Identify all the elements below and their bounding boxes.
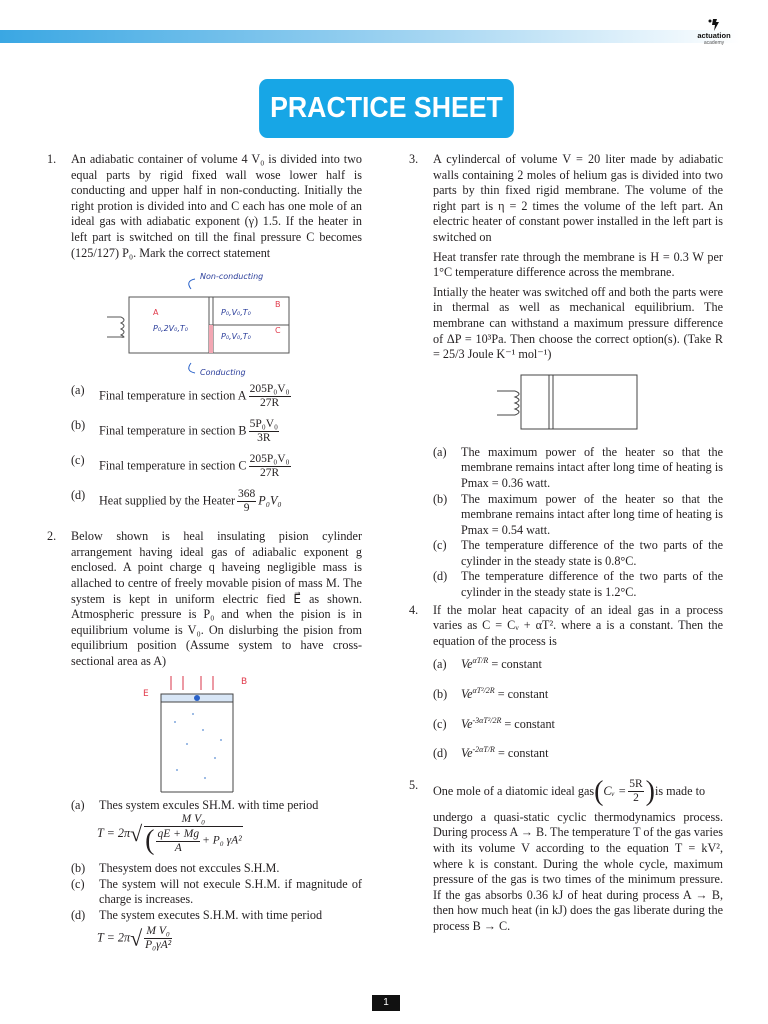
brand-logo <box>684 18 744 46</box>
question-2-text: Below shown is heal insulating pision cylinder arrangement having ideal gas of adiabalic exponent g enclosed. A point charge q haveing negligible mass is allached to centre of freely movable pision of mass M. The system is kept in uniform electric fied E⃗ as shown. Atmospheric pressure is P₀ and when the pision is in equilibrium volume is V₀. On dislurbing the pision from equilibrium position (Assume system to have cross-sectional area as A) <box>71 529 362 668</box>
question-3-text-3: Intially the heater was switched off and both the parts were in thermal as well as mechanical equilibrium. The membrane can withstand a maximum pressure difference of ΔP = 10³Pa. Then choose the correct option(s). (Take R = 25/3 Joule K⁻¹ mol⁻¹) <box>433 284 723 362</box>
question-1: 1. An adiabatic container of volume 4 V₀ is divided into two equal parts by rigid fixed wall wose lower half is conducting and upper half in non-conducting. Initially the right protion is divided into and C each has one mole of an ideal gas with adiabatic exponent (γ) 1.5. If the heater in left part is switched on till the final pressure C becomes (125/127) P₀. Mark the correct statement Non-conducting Conducting P₀,V₀,T₀ P₀,V₀,T₀ P₀,2V₀,T₀ A B C (a) Final temperature in section A $\frac{\text{205P₀V₀}}{27R}$ (b) Final temperature in section B $\frac{\text{5P₀V₀}}{3R}$ (c) Final temperature in section C $\frac{\text{205P₀V₀}}{27R}$ (d) Heat supplied by the Heater $\frac{368}{9}$ P₀V₀ <box>47 152 362 515</box>
svg-text:B: B <box>275 300 281 310</box>
svg-text:P₀,V₀,T₀: P₀,V₀,T₀ <box>221 308 251 318</box>
figure-q3-cylinder <box>493 371 643 435</box>
q4-option-a: (a) $Ve^{\alpha T/R}$ = constant <box>433 656 542 672</box>
q3-option-d: (d) The temperature difference of the two parts of the cylinder in the steady state is 1.2°C. <box>433 569 723 600</box>
question-3-text-2: Heat transfer rate through the membrane is H = 0.3 W per 1°C temperature difference across the membrane. <box>433 249 723 280</box>
figure-q1-container <box>103 267 303 379</box>
svg-text:B: B <box>241 676 248 687</box>
question-1-text: An adiabatic container of volume 4 V₀ is divided into two equal parts by rigid fixed wall wose lower half is conducting and upper half in non-conducting. Initially the right protion is divided into and C each has one mole of an ideal gas with adiabatic exponent (γ) 1.5. If the heater in left part is switched on till the final pressure C becomes (125/127) P₀. Mark the correct statement <box>71 152 362 260</box>
question-3-text: A cylindercal of volume V = 20 liter made by adiabatic walls containing 2 moles of helium gas is divided into two parts by thin fixed rigid membrane. The volume of the right part is η = 2 times the volume of the left part. An electric heater of constant power installed in the left part is switched on <box>433 152 723 244</box>
q3-option-c: (c) The temperature difference of the two parts of the cylinder in the steady state is 0.8°C. <box>433 538 723 568</box>
logo-figure-icon <box>706 18 722 32</box>
question-5-text: undergo a quasi-static cyclic thermodynamics process. During process A → B. The temperature T of the gas varies with its volume V according to the equation T = kV², where k is constant. During the whole cycle, maximum pressure of the gas is two times of the minimum pressure. If the gas absorbs 0.36 kJ of heat during process A → B, then how much heat (in kJ) does the gas liberate during the process B → C. <box>433 809 723 933</box>
q1-option-a: (a) Final temperature in section A $\frac{\text{205P₀V₀}}{27R}$ <box>71 383 290 410</box>
q2-formula-a: T = 2π√ M V₀ ( $\frac{qE + Mg}{A}$ + P₀ γA² <box>97 813 242 857</box>
logo-sub: academy <box>703 40 725 46</box>
svg-text:P₀,2V₀,T₀: P₀,2V₀,T₀ <box>153 324 188 334</box>
q1-option-b: (b) Final temperature in section B $\frac{\text{5P₀V₀}}{3R}$ <box>71 418 279 445</box>
question-4-text: If the molar heat capacity of an ideal gas in a process varies as C = Cᵥ + αT². where a is a constant. Then the equation of the process is <box>433 602 723 648</box>
q4-option-c: (c) $Ve^{-3\alpha T^2/2R}$ = constant <box>433 715 555 731</box>
q2-formula-d: T = 2π√ $\frac{\text{M V₀}}{\text{P₀γA²}}$ <box>97 925 172 952</box>
question-3: 3. A cylindercal of volume V = 20 liter made by adiabatic walls containing 2 moles of helium gas is divided into two parts by thin fixed rigid membrane. The volume of the right part is η = 2 times the volume of the left part. An electric heater of constant power installed in the left part is switched on Heat transfer rate through the membrane is H = 0.3 W per 1°C temperature difference across the membrane. Intially the heater was switched off and both the parts were in thermal as well as mechanical equilibrium. The membrane can withstand a maximum pressure difference of ΔP = 10³Pa. Then choose the correct option(s). (Take R = 25/3 Joule K⁻¹ mol⁻¹) (a) The maximum power of the heater so that the membrane remains intact after long time of heating is Pmax = 0.36 watt. (b) The maximum power of the heater so that the membrane remains intact after long time of heating is Pmax = 0.54 watt. (c) The temperature difference of the two parts of the cylinder in the steady state is 0.8°C. (d) The temperature difference of the two parts of the cylinder in the steady state is 1.2°C. <box>409 152 723 600</box>
q1-option-c: (c) Final temperature in section C $\frac{\text{205P₀V₀}}{27R}$ <box>71 453 290 480</box>
question-4: 4. If the molar heat capacity of an ideal gas in a process varies as C = Cᵥ + αT². where a is a constant. Then the equation of the process is (a) $Ve^{\alpha T/R}$ = constant (b) $Ve^{\alpha T^2/2R}$ = constant (c) $Ve^{-3\alpha T^2/2R}$ = constant (d) $Ve^{-2\alpha T/R}$ = constant <box>409 602 723 761</box>
q2-option-d: (d) The system executes S.H.M. with time period <box>71 907 323 922</box>
figure-q2-cylinder <box>141 674 261 796</box>
question-5: 5. One mole of a diatomic ideal gas(Cᵥ = $\frac{5R}{2}$ )is made to undergo a quasi-static cyclic thermodynamics process. During process A → B. The temperature T of the gas varies with its volume V according to the equation T = kV², where k is constant. During the whole cycle, maximum pressure of the gas is two times of the minimum pressure. If the gas absorbs 0.36 kJ of heat during process A → B, then how much heat (in kJ) does the gas liberate during the process B → C. <box>409 775 723 933</box>
q3-option-b: (b) The maximum power of the heater so that the membrane remains intact after long time of heating is Pmax = 0.54 watt. <box>433 491 723 537</box>
q4-option-d: (d) $Ve^{-2\alpha T/R}$ = constant <box>433 745 549 761</box>
svg-text:A: A <box>153 308 159 318</box>
q1-option-d: (d) Heat supplied by the Heater $\frac{368}{9}$ P₀V₀ <box>71 488 282 515</box>
svg-text:Conducting: Conducting <box>200 368 246 378</box>
svg-text:E: E <box>143 688 149 699</box>
page-number: 1 <box>372 995 400 1011</box>
q3-option-a: (a) The maximum power of the heater so that the membrane remains intact after long time of heating is Pmax = 0.36 watt. <box>433 444 723 490</box>
svg-text:Non-conducting: Non-conducting <box>200 272 264 282</box>
header-bar <box>0 30 740 43</box>
logo-name: actuation <box>697 31 731 40</box>
q2-option-b: (b) Thesystem does not exccules S.H.M. <box>71 861 280 876</box>
question-5-lead: One mole of a diatomic ideal gas(Cᵥ = $\frac{5R}{2}$ )is made to <box>433 775 706 807</box>
q2-option-a: (a) Thes system excules SH.M. with time period <box>71 797 319 812</box>
question-2: 2. Below shown is heal insulating pision cylinder arrangement having ideal gas of adiabalic exponent g enclosed. A point charge q haveing negligible mass is allached to centre of freely movable pision of mass M. The system is kept in uniform electric fied E⃗ as shown. Atmospheric pressure is P₀ and when the pision is in equilibrium volume is V₀. On dislurbing the pision from equilibrium position (Assume system to have cross-sectional area as A) E B (a) Thes system excules SH.M. with time period T = 2π√ M V₀ ( $\frac{qE + Mg}{A}$ + P₀ γA² (b) Thesystem does not exccules S.H.M. (c) The system will not execule S.H.M. if magnitude of charge is increases. (d) The system executes S.H.M. with time period T = 2π√ $\frac{\text{M V₀}}{\text{P₀γA²}}$ <box>47 529 362 952</box>
left-column <box>47 152 362 952</box>
right-column <box>409 152 723 939</box>
q4-option-b: (b) $Ve^{\alpha T^2/2R}$ = constant <box>433 685 549 702</box>
page-title: PRACTICE SHEET <box>259 79 514 138</box>
q2-option-c: (c) The system will not execule S.H.M. if magnitude of charge is increases. <box>71 876 362 907</box>
svg-text:P₀,V₀,T₀: P₀,V₀,T₀ <box>221 332 251 342</box>
svg-text:C: C <box>275 326 281 336</box>
